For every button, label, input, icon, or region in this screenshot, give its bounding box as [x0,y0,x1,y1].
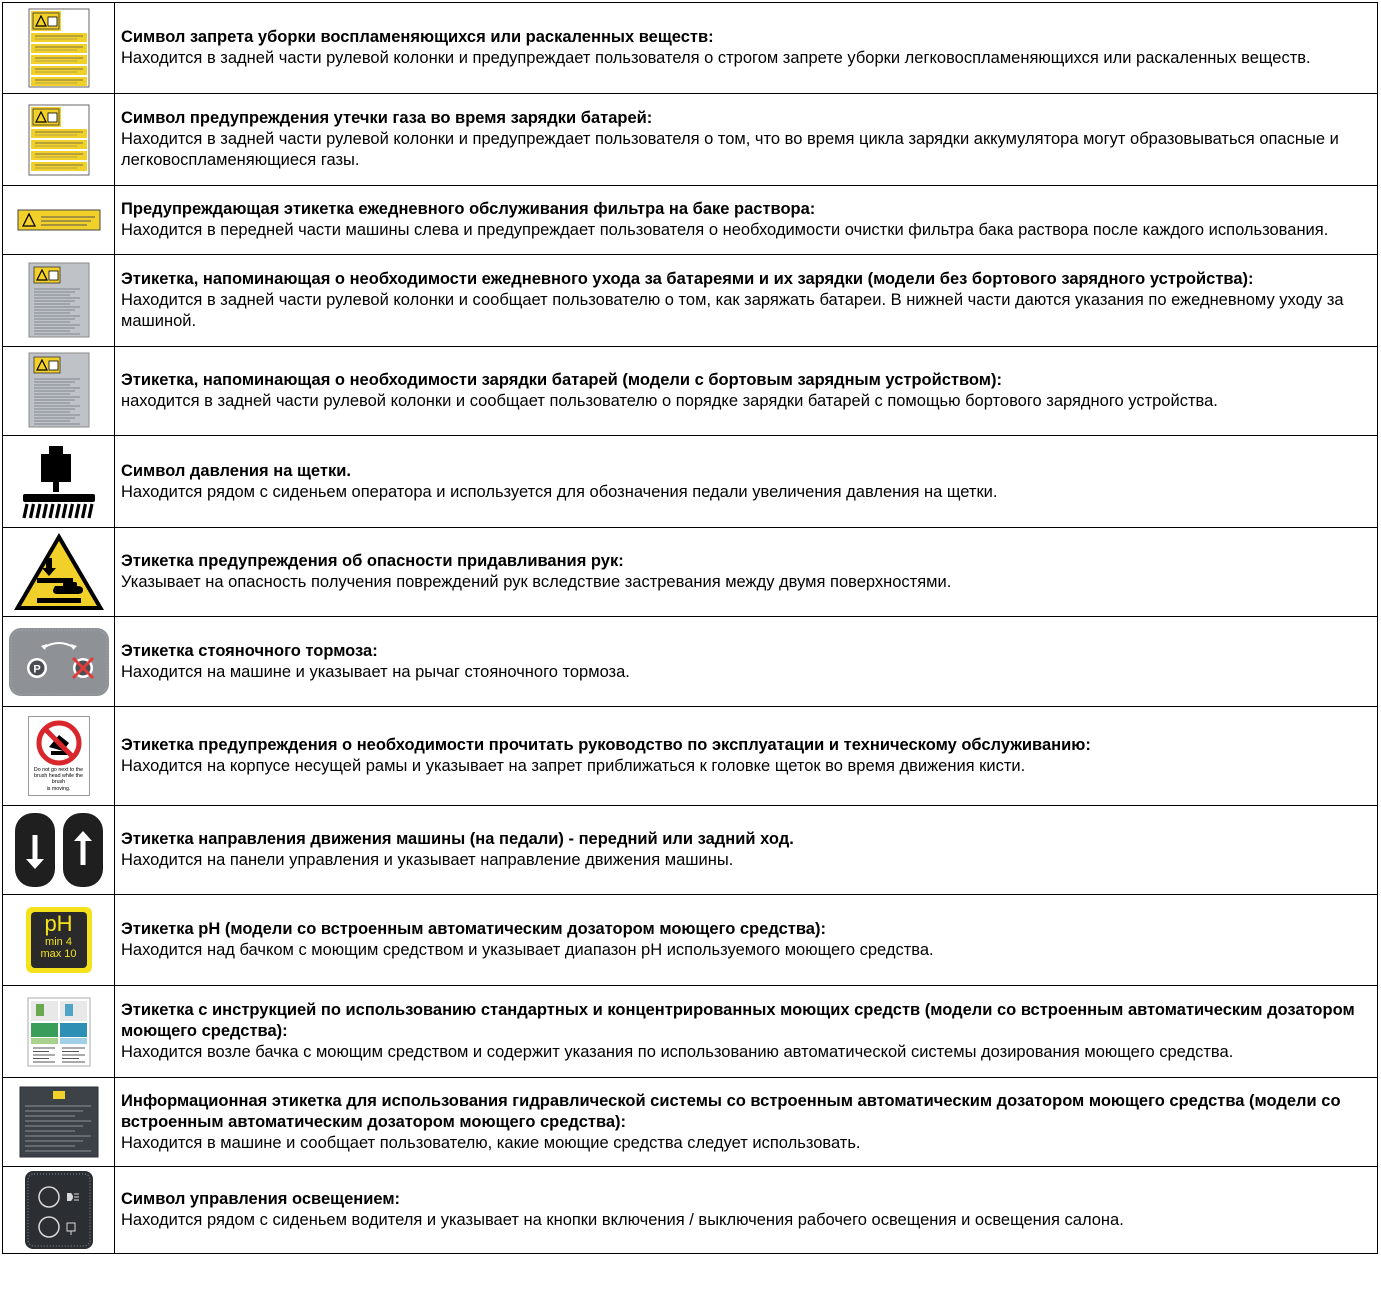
label-title: Символ давления на щетки. [121,461,351,480]
label-row [3,436,1378,528]
sign-line-3: is moving. [46,785,71,792]
label-row [3,255,1378,347]
label-text: Находится в задней части рулевой колонки и сообщает пользователю о том, как заряжать батареи. В нижней части даются указания по ежедневному уходу за машиной. [121,291,1344,330]
label-icon-cell [3,986,115,1078]
parking-brake-icon [7,626,111,698]
label-title: Этикетка предупреждения о необходимости прочитать руководство по эксплуатации и техническому обслуживанию: [121,736,1091,754]
label-icon-cell [3,895,115,986]
label-description-cell [115,528,1378,617]
label-row [3,986,1378,1078]
label-description-cell [115,806,1378,895]
label-title: Этикетка предупреждения об опасности придавливания рук: [121,552,624,570]
label-icon-cell [3,94,115,186]
label-icon-cell [3,707,115,806]
ph-max-text: max 10 [40,948,77,960]
label-text: Находится рядом с сиденьем оператора и используется для обозначения педали увеличения давления на щетки. [121,482,998,501]
label-text: Находится над бачком с моющим средством и указывает диапазон pH используемого моющего средства. [121,941,934,959]
label-title: Символ запрета уборки воспламеняющихся или раскаленных веществ: [121,28,714,46]
label-row [3,707,1378,806]
flammable-cleaning-prohibition-label-icon [27,7,91,89]
label-description-cell [115,3,1378,94]
label-text: Находится в передней части машины слева и предупреждает пользователя о необходимости очистки фильтра бака раствора после каждого использования. [121,221,1329,239]
ph-label-icon [26,907,92,973]
sign-line-2: brush head while the brush [34,773,83,786]
label-icon-cell [3,528,115,617]
label-icon-cell [3,3,115,94]
label-icon-cell [3,347,115,436]
ph-min-text: min 4 [45,936,72,948]
battery-care-label-icon [28,262,90,340]
label-text: находится в задней части рулевой колонки и сообщает пользователю о порядке зарядки батарей с помощью бортового зарядного устройства. [121,392,1218,410]
label-text: Находится рядом с сиденьем водителя и указывает на кнопки включения / выключения рабочего освещения и освещения салона. [121,1211,1124,1229]
hydraulic-info-label-icon [19,1086,99,1158]
label-description-cell [115,1078,1378,1167]
label-row [3,528,1378,617]
label-icon-cell [3,1167,115,1254]
label-title: Предупреждающая этикетка ежедневного обслуживания фильтра на баке раствора: [121,200,816,218]
label-title: Символ управления освещением: [121,1190,401,1208]
label-description-cell [115,707,1378,806]
label-title: Этикетка, напоминающая о необходимости ежедневного ухода за батареями и их зарядки (модели без бортового зарядного устройства): [121,270,1254,288]
no-touch-brush-head-icon [28,716,90,796]
label-row [3,895,1378,986]
label-row [3,1078,1378,1167]
label-description-cell [115,255,1378,347]
label-title: Этикетка направления движения машины (на педали) - передний или задний ход. [121,830,794,848]
label-description-cell [115,895,1378,986]
detergent-instruction-label-icon [27,997,91,1067]
label-title: Символ предупреждения утечки газа во время зарядки батарей: [121,109,653,127]
brush-pressure-icon [19,442,99,522]
label-text: Находится в задней части рулевой колонки и предупреждает пользователя о строгом запрете уборки легковоспламеняющихся или раскаленных веществ. [121,49,1311,67]
label-icon-cell [3,806,115,895]
ph-big-text: pH [44,911,73,936]
gas-leak-warning-label-icon [27,103,91,177]
label-description-cell [115,347,1378,436]
labels-table [2,2,1378,1254]
direction-arrows-icon [13,809,105,891]
label-title: Этикетка с инструкцией по использованию стандартных и концентрированных моющих средств (модели со встроенным автоматическим дозатором моющего средства): [121,1001,1355,1040]
label-title: Этикетка, напоминающая о необходимости зарядки батарей (модели с бортовым зарядным устройством): [121,371,1002,389]
label-row [3,186,1378,255]
label-text: Находится в машине и сообщает пользователю, какие моющие средства следует использовать. [121,1133,861,1152]
labels-table-body [3,3,1378,1254]
label-title: Информационная этикетка для использования гидравлической системы со встроенным автоматическим дозатором моющего средства (модели со встроенным автоматическим дозатором моющего средства): [121,1091,1341,1131]
label-icon-cell [3,617,115,707]
label-icon-cell [3,255,115,347]
label-description-cell [115,617,1378,707]
label-row [3,94,1378,186]
label-title: Этикетка стояночного тормоза: [121,641,378,660]
label-text: Находится возле бачка с моющим средством и содержит указания по использованию автоматической системы дозирования моющего средства. [121,1043,1234,1061]
label-text: Находится в задней части рулевой колонки и предупреждает пользователя о том, что во время цикла зарядки аккумулятора могут образовываться опасные и легковоспламеняющиеся газы. [121,130,1339,169]
label-row [3,617,1378,707]
onboard-charger-label-icon [28,352,90,430]
label-row [3,347,1378,436]
label-description-cell [115,94,1378,186]
label-description-cell [115,436,1378,528]
label-description-cell [115,186,1378,255]
lighting-control-icon [23,1169,95,1251]
hand-crush-warning-icon [11,530,107,614]
label-icon-cell [3,1078,115,1167]
svg-text:P: P [32,663,41,675]
label-description-cell [115,1167,1378,1254]
label-text: Находится на панели управления и указывает направление движения машины. [121,851,734,869]
label-text: Указывает на опасность получения повреждений рук вследствие застревания между двумя поверхностями. [121,573,952,591]
sign-line-1: Do not go next to the [33,767,84,773]
label-icon-cell [3,436,115,528]
label-title: Этикетка pH (модели со встроенным автоматическим дозатором моющего средства): [121,920,826,938]
filter-maintenance-warning-label-icon [17,209,101,231]
label-row [3,1167,1378,1254]
label-icon-cell [3,186,115,255]
label-row [3,806,1378,895]
label-text: Находится на машине и указывает на рычаг стояночного тормоза. [121,662,630,681]
label-description-cell [115,986,1378,1078]
label-row [3,3,1378,94]
label-text: Находится на корпусе несущей рамы и указывает на запрет приближаться к головке щеток во время движения кисти. [121,757,1026,775]
